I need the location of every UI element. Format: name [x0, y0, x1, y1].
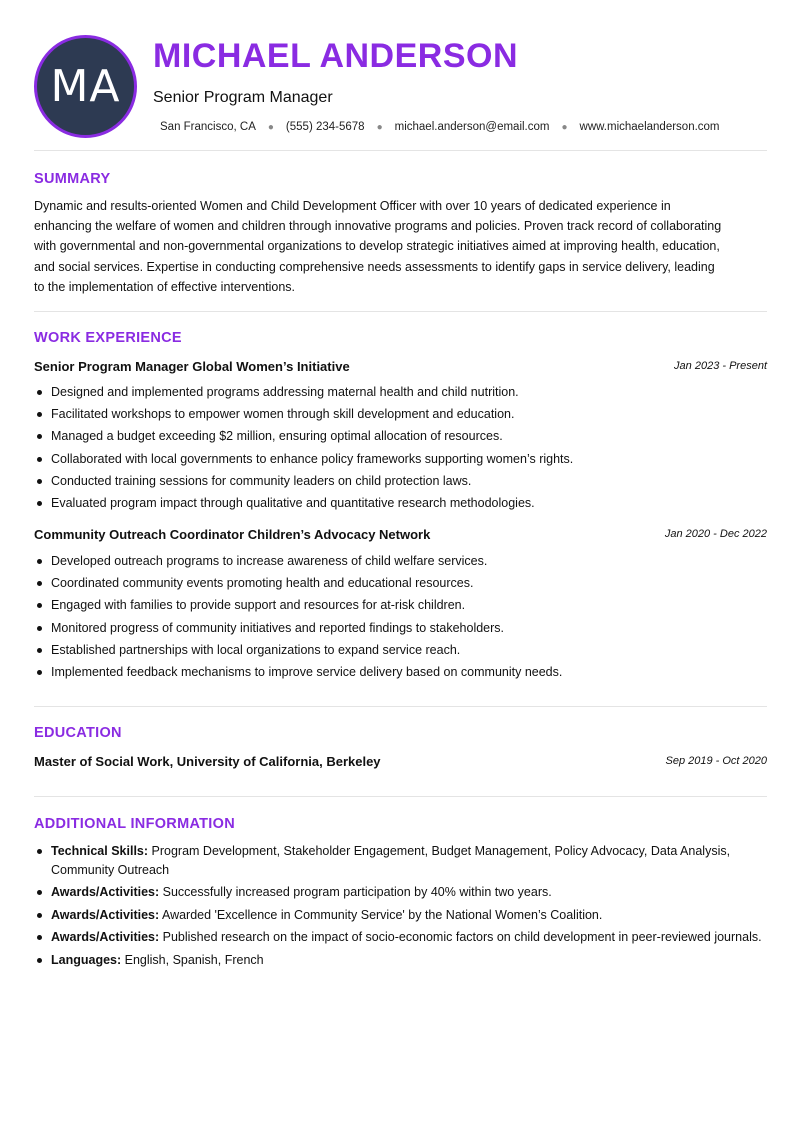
- job-header: [34, 359, 767, 377]
- job-bullets: [34, 383, 767, 516]
- resume-header: [34, 35, 767, 145]
- job-bullets: [34, 552, 767, 685]
- contact-location: San Francisco, CA: [160, 121, 256, 133]
- work-experience-heading: WORK EXPERIENCE: [34, 330, 182, 346]
- divider: [34, 150, 767, 151]
- list-item: Evaluated program impact through qualitative and quantitative research methodologies.: [34, 494, 767, 516]
- list-item: [34, 842, 767, 879]
- contact-phone: (555) 234-5678: [285, 121, 365, 133]
- additional-info-list: [34, 842, 767, 973]
- info-label: Awards/Activities:: [51, 907, 160, 922]
- contact-row: [160, 121, 720, 133]
- job-dates: Jan 2020 - Dec 2022: [664, 528, 767, 540]
- list-item: Facilitated workshops to empower women through skill development and education.: [34, 405, 767, 427]
- avatar: [34, 35, 137, 138]
- divider: [34, 706, 767, 707]
- list-item: Implemented feedback mechanisms to improve service delivery based on community needs.: [34, 663, 767, 685]
- summary-heading: SUMMARY: [34, 171, 111, 187]
- candidate-title: Senior Program Manager: [153, 89, 333, 106]
- list-item: Collaborated with local governments to enhance policy frameworks supporting women’s rights.: [34, 450, 767, 472]
- info-label: Awards/Activities:: [51, 885, 160, 899]
- list-item: Monitored progress of community initiatives and reported findings to stakeholders.: [34, 619, 767, 641]
- info-text: Successfully increased program participation by 40% within two years.: [162, 885, 552, 899]
- candidate-name: MICHAEL ANDERSON: [153, 37, 519, 75]
- info-text: Program Development, Stakeholder Engagement, Budget Management, Policy Advocacy, Data Analysis, Community Outreach: [51, 844, 731, 877]
- contact-website[interactable]: www.michaelanderson.com: [579, 121, 720, 133]
- summary-text: Dynamic and results-oriented Women and Child Development Officer with over 10 years of dedicated experience in enhancing the welfare of women and children through innovative programs and policies. Proven track record of collaborating with governmental and non-governmental organizations to develop strategic initiatives aimed at improving health, education, and social services. Expertise in conducting comprehensive needs assessments to identify gaps in service delivery, leading to the implementation of effective interventions.: [34, 199, 722, 294]
- list-item: Coordinated community events promoting health and educational resources.: [34, 574, 767, 596]
- info-text: Awarded 'Excellence in Community Service' by the National Women’s Coalition.: [161, 907, 603, 922]
- avatar-initials: MA: [50, 61, 121, 112]
- info-text: Published research on the impact of socio-economic factors on child development in peer-reviewed journals.: [162, 930, 762, 944]
- separator-dot: ●: [561, 121, 568, 133]
- list-item: Established partnerships with local organizations to expand service reach.: [34, 641, 767, 663]
- list-item: [34, 906, 767, 925]
- job-role: Community Outreach Coordinator Children’s Advocacy Network: [34, 527, 431, 542]
- info-label: Technical Skills:: [51, 844, 149, 858]
- education-dates: Sep 2019 - Oct 2020: [665, 755, 767, 767]
- education-heading: EDUCATION: [34, 725, 122, 741]
- divider: [34, 796, 767, 797]
- education-entry: [34, 754, 767, 772]
- degree: Master of Social Work, University of California, Berkeley: [34, 754, 381, 769]
- info-text: English, Spanish, French: [124, 952, 264, 967]
- list-item: Engaged with families to provide support and resources for at-risk children.: [34, 596, 767, 618]
- contact-email[interactable]: michael.anderson@email.com: [394, 121, 550, 133]
- separator-dot: ●: [376, 121, 383, 133]
- job-header: [34, 527, 767, 545]
- additional-info-heading: ADDITIONAL INFORMATION: [34, 816, 235, 832]
- list-item: Designed and implemented programs addressing maternal health and child nutrition.: [34, 383, 767, 405]
- list-item: [34, 928, 767, 947]
- job-dates: Jan 2023 - Present: [674, 360, 767, 372]
- list-item: Managed a budget exceeding $2 million, ensuring optimal allocation of resources.: [34, 427, 767, 449]
- list-item: Conducted training sessions for community leaders on child protection laws.: [34, 472, 767, 494]
- info-label: Awards/Activities:: [51, 930, 160, 944]
- divider: [34, 311, 767, 312]
- list-item: [34, 883, 767, 902]
- list-item: [34, 951, 767, 970]
- job-role: Senior Program Manager Global Women’s Initiative: [34, 359, 350, 374]
- separator-dot: ●: [267, 121, 274, 133]
- list-item: Developed outreach programs to increase awareness of child welfare services.: [34, 552, 767, 574]
- info-label: Languages:: [51, 952, 122, 967]
